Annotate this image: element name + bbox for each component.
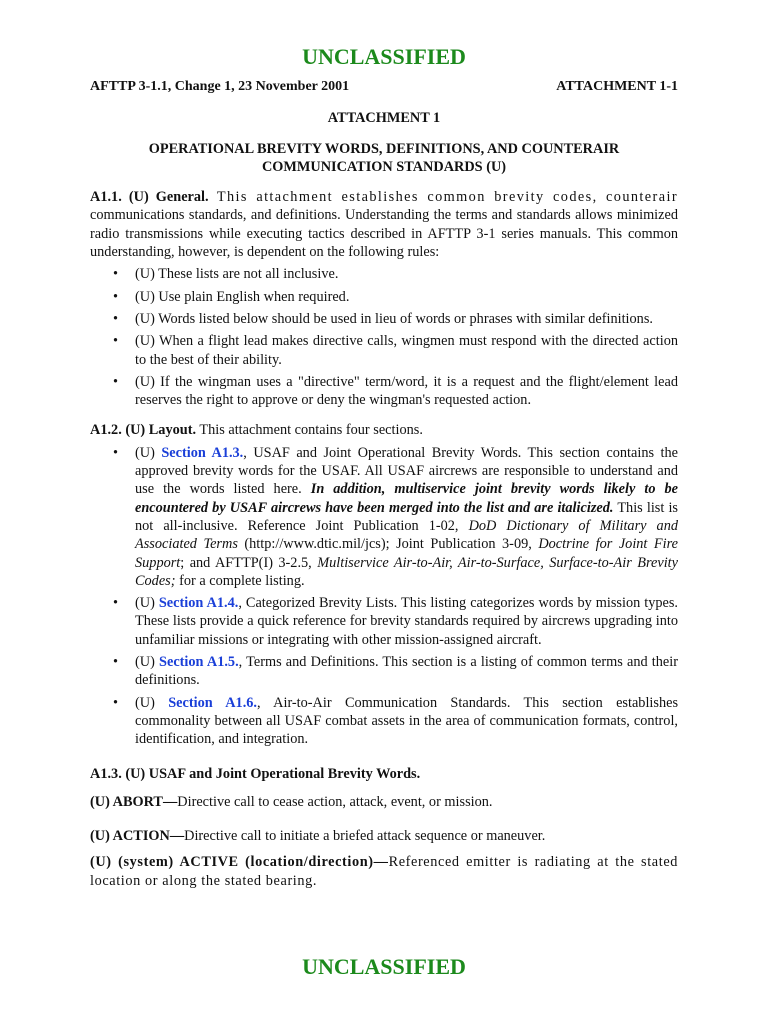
brevity-entry bbox=[90, 793, 678, 811]
section-a11-rules-list bbox=[90, 265, 678, 409]
section-a16-link[interactable]: Section A1.6. bbox=[168, 694, 258, 711]
bullet-icon: • bbox=[113, 288, 119, 305]
bullet-icon: • bbox=[113, 694, 119, 711]
bullet-icon: • bbox=[113, 444, 119, 461]
section-a12-sections-list bbox=[90, 444, 678, 749]
section-a11-text: communications standards, and definitions. Understanding the terms and standards allows minimized radio transmissions while executing tactics described in AFTTP 3-1 series manuals. This common understanding, however, is dependent on the following rules: bbox=[90, 207, 678, 261]
brevity-definition: Directive call to initiate a briefed attack sequence or maneuver. bbox=[184, 828, 546, 845]
document-title-line1: OPERATIONAL BREVITY WORDS, DEFINITIONS, AND COUNTERAIR bbox=[148, 140, 620, 157]
list-item: • (U) Section A1.4., Categorized Brevity Lists. This listing categorizes words by mission types. These lists provide a quick reference for brevity standards required by aircrews upgrading into unfamiliar missions or integrating with other mission-assigned aircraft. bbox=[113, 595, 678, 648]
bullet-icon: • bbox=[113, 333, 119, 350]
section-a13-heading: A1.3. (U) USAF and Joint Operational Brevity Words. bbox=[90, 765, 421, 782]
bullet-icon: • bbox=[113, 595, 119, 612]
italic-emphasis: In addition, multiservice joint brevity words likely to be encountered by USAF aircrews have been merged into the list and are italicized. bbox=[135, 481, 679, 516]
section-a14-link[interactable]: Section A1.4. bbox=[158, 595, 239, 612]
section-a13-link[interactable]: Section A1.3. bbox=[161, 444, 244, 461]
bullet-icon: • bbox=[113, 266, 119, 283]
brevity-entry bbox=[90, 853, 678, 890]
document-title-line2: COMMUNICATION STANDARDS (U) bbox=[261, 158, 507, 175]
list-item: • (U) Section A1.6., Air-to-Air Communication Standards. This section establishes commonality between all USAF combat assets in the area of communication formats, control, identification, and integration. bbox=[113, 694, 679, 748]
document-page bbox=[90, 78, 678, 890]
section-a15-link[interactable]: Section A1.5. bbox=[159, 654, 239, 671]
classification-banner-top: UNCLASSIFIED bbox=[302, 44, 466, 69]
section-a12-paragraph bbox=[90, 421, 678, 439]
list-item: • (U) Use plain English when required. bbox=[113, 288, 350, 305]
section-a11-paragraph bbox=[90, 188, 678, 261]
bullet-icon: • bbox=[113, 310, 119, 327]
section-a11-text-spaced: This attachment establishes common brevity codes, counterair bbox=[208, 189, 678, 206]
bullet-icon: • bbox=[113, 654, 119, 671]
bullet-icon: • bbox=[113, 373, 119, 390]
brevity-term: (U) ACTION— bbox=[90, 828, 185, 845]
brevity-term: (U) ABORT— bbox=[90, 793, 178, 810]
list-item: • (U) If the wingman uses a "directive" term/word, it is a request and the flight/element lead reserves the right to approve or deny the wingman's requested action. bbox=[113, 373, 678, 409]
list-item: • (U) Section A1.5., Terms and Definitions. This section is a listing of common terms and their definitions. bbox=[113, 654, 679, 689]
header-left: AFTTP 3-1.1, Change 1, 23 November 2001 bbox=[90, 79, 350, 94]
running-header bbox=[90, 78, 678, 96]
section-a12-heading: A1.2. (U) Layout. bbox=[90, 422, 197, 439]
brevity-entry bbox=[90, 827, 678, 845]
list-item: • (U) When a flight lead makes directive calls, wingmen must respond with the directed action to the best of their ability. bbox=[113, 333, 678, 368]
brevity-definition: Referenced emitter is radiating at the stated location or along the stated bearing. bbox=[90, 854, 679, 889]
brevity-definition: Directive call to cease action, attack, event, or mission. bbox=[177, 793, 493, 810]
header-right: ATTACHMENT 1-1 bbox=[556, 79, 678, 94]
list-item: • (U) Words listed below should be used in lieu of words or phrases with similar definitions. bbox=[113, 310, 653, 327]
brevity-term: (U) (system) ACTIVE (location/direction)— bbox=[90, 854, 389, 871]
classification-banner-bottom: UNCLASSIFIED bbox=[302, 954, 466, 979]
section-a11-heading: A1.1. (U) General. bbox=[90, 189, 209, 206]
list-item: • (U) Section A1.3., USAF and Joint Operational Brevity Words. This section contains the approved brevity words for the USAF. All USAF aircrews are responsible to understand and use the words listed here. In addition, multiservice joint brevity words likely to be encountered by USAF aircrews have been merged into the list and are italicized. This list is not all-inclusive. Reference Joint Publication 1-02, DoD Dictionary of Military and Associated Terms (http://www.dtic.mil/jcs); Joint Publication 3-09, Doctrine for Joint Fire Support; and AFTTP(I) 3-2.5, Multiservice Air-to-Air, Air-to-Surface, Surface-to-Air Brevity Codes; for a complete listing. bbox=[113, 444, 679, 589]
list-item: • (U) These lists are not all inclusive. bbox=[113, 266, 339, 283]
section-a12-intro: This attachment contains four sections. bbox=[196, 422, 423, 439]
attachment-title: ATTACHMENT 1 bbox=[327, 110, 441, 127]
